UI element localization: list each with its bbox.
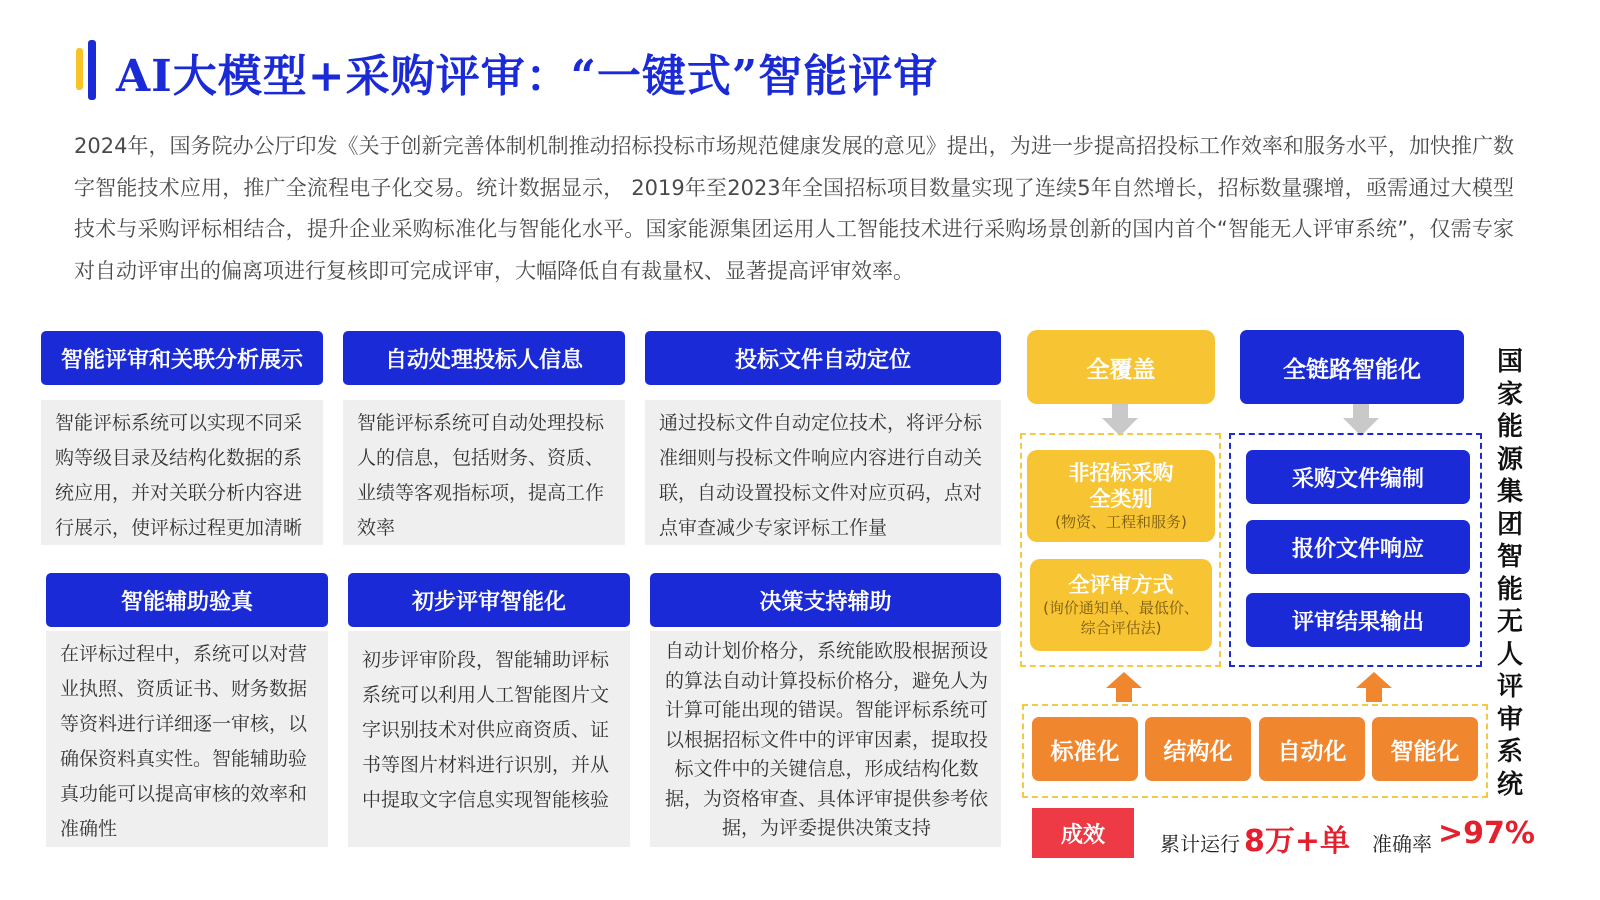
foundation-label: 标准化 [1050,738,1120,765]
runs-value: 8万+单 [1244,824,1351,859]
card-3-title: 投标文件自动定位 [645,331,1001,385]
foundation-intelligent [1372,717,1478,781]
chain-item-label: 评审结果输出 [1291,609,1424,635]
results-badge: 成效 [1032,808,1134,858]
coverage-item-sub: (物资、工程和服务) [1055,513,1187,531]
chain-item-compile [1246,450,1470,504]
up-arrow-icon [1354,670,1394,704]
full-coverage-box [1027,330,1215,404]
accuracy-value: >97% [1438,816,1535,851]
coverage-item-title: 非招标采购 全类别 [1068,461,1174,511]
title-accent-blue [88,40,96,100]
intro-paragraph: 2024年，国务院办公厅印发《关于创新完善体制机制推动招标投标市场规范健康发展的意见》提出，为进一步提高招投标工作效率和服务水平，加快推广数字智能技术应用，推广全流程电子化交易。统计数据显示， 2019年至2023年全国招标项目数量实现了连续5年自然增长，招标数量骤增，亟需通过大模型技术与采购评标相结合，提升企业采购标准化与智能化水平。国家能源集团运用人工智能技术进行采购场景创新的国内首个“智能无人评审系统”，仅需专家对自动评审出的偏离项进行复核即可完成评审，大幅降低自有裁量权、显著提高评审效率。 [74,134,1514,283]
coverage-item-title: 全评审方式 [1068,573,1174,597]
runs-label: 累计运行 [1160,832,1240,856]
foundation-label: 结构化 [1163,738,1233,765]
card-2-body: 智能评标系统可自动处理投标人的信息，包括财务、资质、业绩等客观指标项，提高工作效率 [343,400,625,545]
foundation-structure [1145,717,1251,781]
coverage-item-category [1027,450,1215,542]
card-6-body: 自动计划价格分，系统能欧股根据预设的算法自动计算投标价格分，避免人为计算可能出现的错误。智能评标系统可以根据招标文件中的评审因素，提取投标文件中的关键信息，形成结构化数据，为资格审查、具体评审提供参考依据，为评委提供决策支持 [650,631,1001,847]
chain-item-quote [1246,520,1470,574]
coverage-item-method [1030,559,1212,651]
coverage-item-sub: (询价通知单、最低价、综合评估法) [1043,599,1199,637]
foundation-label: 自动化 [1277,738,1347,765]
full-chain-label: 全链路智能化 [1283,356,1421,383]
foundation-standardize [1032,717,1138,781]
foundation-automate [1259,717,1365,781]
foundation-label: 智能化 [1390,738,1460,765]
card-3-body: 通过投标文件自动定位技术，将评分标准细则与投标文件响应内容进行自动关联，自动设置投标文件对应页码，点对点审查减少专家评标工作量 [645,400,1001,545]
card-6-title: 决策支持辅助 [650,573,1001,627]
chain-item-output [1246,593,1470,647]
full-coverage-label: 全覆盖 [1086,356,1156,383]
card-1-title: 智能评审和关联分析展示 [41,331,323,385]
page-title: AI大模型+采购评审：“一键式”智能评审 [116,51,939,102]
accuracy-label: 准确率 [1372,832,1432,856]
card-1-body: 智能评标系统可以实现不同采购等级目录及结构化数据的系统应用，并对关联分析内容进行展示，使评标过程更加清晰 [41,400,323,545]
card-4-body: 在评标过程中，系统可以对营业执照、资质证书、财务数据等资料进行详细逐一审核，以确保资料真实性。智能辅助验真功能可以提高审核的效率和准确性 [46,631,328,847]
card-2-title: 自动处理投标人信息 [343,331,625,385]
up-arrow-icon [1104,670,1144,704]
full-chain-box [1240,330,1464,404]
title-accent-yellow [76,48,83,90]
card-4-title: 智能辅助验真 [46,573,328,627]
chain-item-label: 采购文件编制 [1291,466,1424,492]
card-5-body: 初步评审阶段，智能辅助评标系统可以利用人工智能图片文字识别技术对供应商资质、证书等图片材料进行识别，并从中提取文字信息实现智能核验 [348,631,630,847]
system-vertical-title: 国家能源集团智能无人评审系统 [1496,347,1523,800]
chain-item-label: 报价文件响应 [1291,536,1424,562]
card-5-title: 初步评审智能化 [348,573,630,627]
